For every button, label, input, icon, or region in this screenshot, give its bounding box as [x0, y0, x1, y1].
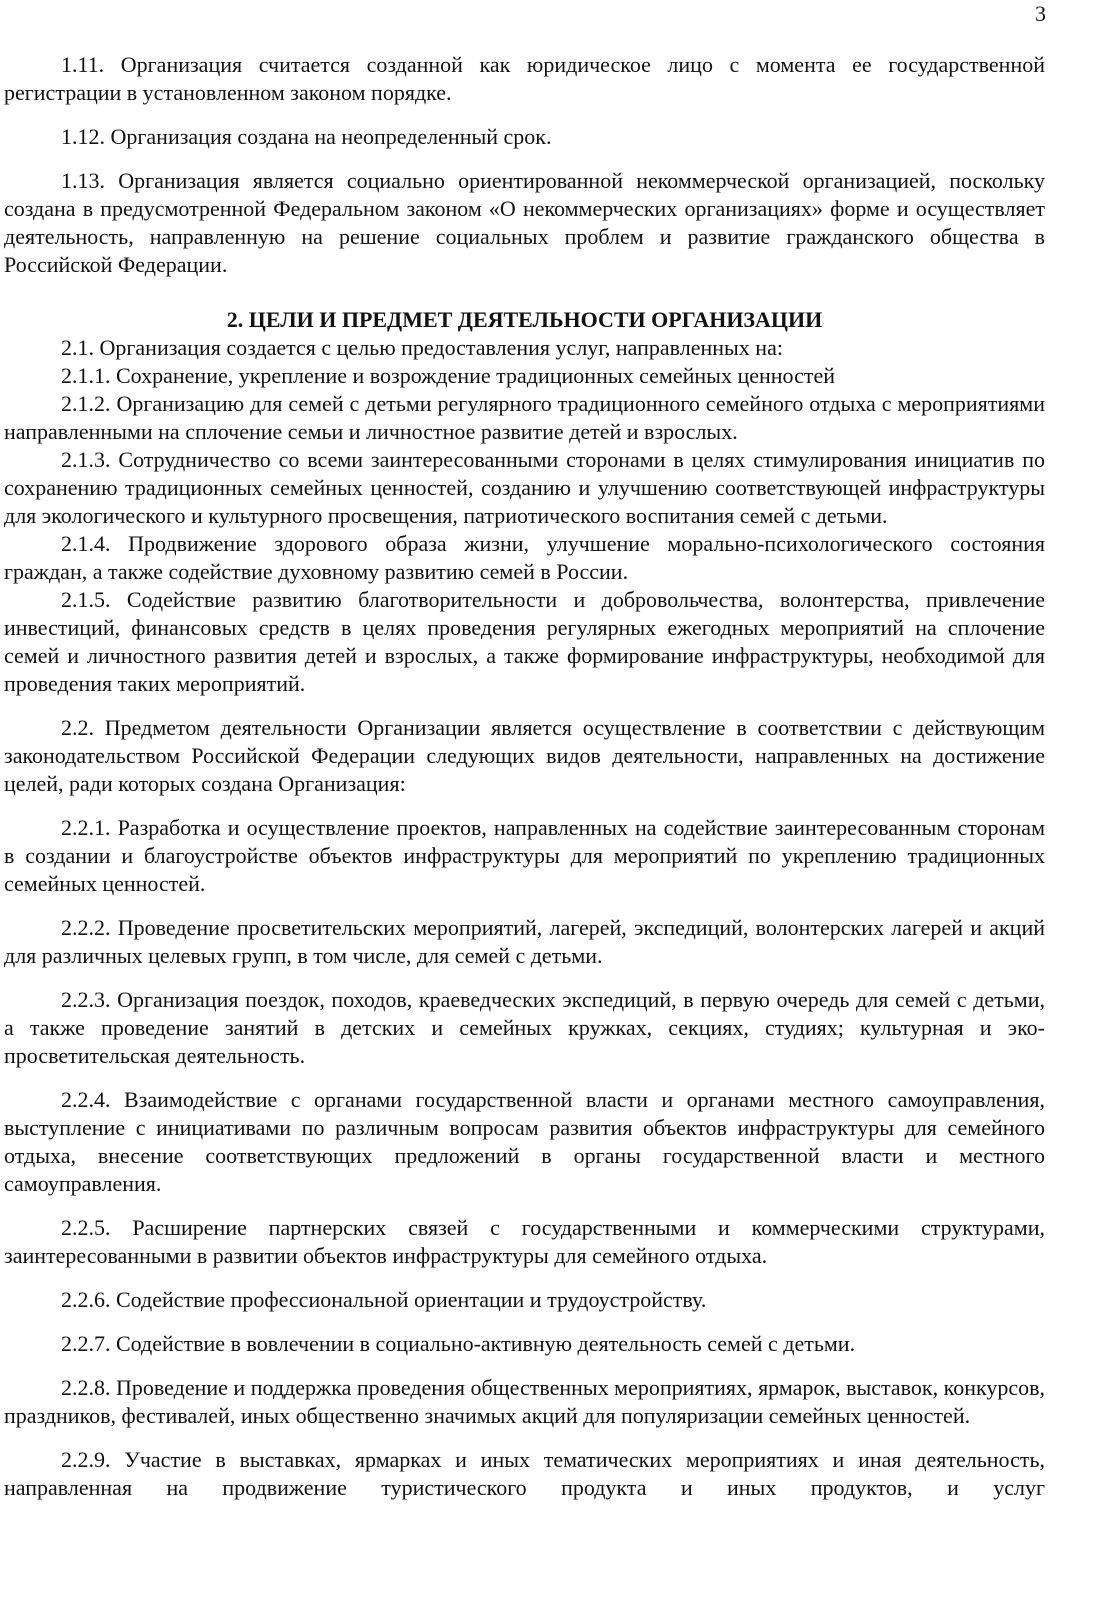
paragraph-1-11: 1.11. Организация считается созданной как юридическое лицо с момента ее государственной регистрации в установленном законом порядке.	[4, 52, 1045, 105]
paragraph-2-1-4: 2.1.4. Продвижение здорового образа жизни, улучшение морально-психологического состояния граждан, а также содействие духовному развитию семей в России.	[4, 531, 1045, 584]
paragraph-2-2-8: 2.2.8. Проведение и поддержка проведения общественных мероприятиях, ярмарок, выставок, конкурсов, праздников, фестивалей, иных общественно значимых акций для популяризации семейных ценностей.	[4, 1375, 1045, 1428]
document-body	[4, 51, 1045, 1502]
paragraph-2-2-4: 2.2.4. Взаимодействие с органами государственной власти и органами местного самоуправления, выступление с инициативами по различным вопросам развития объектов инфраструктуры для семейного отдыха, внесение соответствующих предложений в органы государственной власти и местного самоуправления.	[4, 1087, 1045, 1196]
paragraph-2-2-1: 2.2.1. Разработка и осуществление проектов, направленных на содействие заинтересованным сторонам в создании и благоустройстве объектов инфраструктуры для мероприятий по укреплению традиционных семейных ценностей.	[4, 815, 1045, 896]
paragraph-2-2: 2.2. Предметом деятельности Организации является осуществление в соответствии с действующим законодательством Российской Федерации следующих видов деятельности, направленных на достижение целей, ради которых создана Организация:	[4, 715, 1045, 796]
paragraph-2-1-5: 2.1.5. Содействие развитию благотворительности и добровольчества, волонтерства, привлечение инвестиций, финансовых средств в целях проведения регулярных ежегодных мероприятий на сплочение семей и личностного развития детей и взрослых, а также формирование инфраструктуры, необходимой для проведения таких мероприятий.	[4, 587, 1045, 696]
paragraph-2-2-2: 2.2.2. Проведение просветительских мероприятий, лагерей, экспедиций, волонтерских лагерей и акций для различных целевых групп, в том числе, для семей с детьми.	[4, 915, 1045, 968]
paragraph-1-12: 1.12. Организация создана на неопределенный срок.	[61, 124, 552, 149]
page-number: 3	[1035, 1, 1046, 26]
paragraph-2-1-2: 2.1.2. Организацию для семей с детьми регулярного традиционного семейного отдыха с мероприятиями направленными на сплочение семьи и личностное развитие детей и взрослых.	[4, 391, 1045, 444]
paragraph-1-13: 1.13. Организация является социально ориентированной некоммерческой организацией, поскольку создана в предусмотренной Федеральном законом «О некоммерческих организациях» форме и осуществляет деятельность, направленную на решение социальных проблем и развитие гражданского общества в Российской Федерации.	[4, 168, 1045, 277]
paragraph-2-1-3: 2.1.3. Сотрудничество со всеми заинтересованными сторонами в целях стимулирования инициатив по сохранению традиционных семейных ценностей, созданию и улучшению соответствующей инфраструктуры для экологического и культурного просвещения, патриотического воспитания семей с детьми.	[4, 447, 1045, 528]
paragraph-2-2-7: 2.2.7. Содействие в вовлечении в социально-активную деятельность семей с детьми.	[61, 1331, 856, 1356]
paragraph-2-2-5: 2.2.5. Расширение партнерских связей с государственными и коммерческими структурами, заинтересованными в развитии объектов инфраструктуры для семейного отдыха.	[4, 1215, 1045, 1268]
paragraph-2-2-9: 2.2.9. Участие в выставках, ярмарках и иных тематических мероприятиях и иная деятельность, направленная на продвижение туристического продукта и иных продуктов, и услуг	[4, 1447, 1045, 1500]
paragraph-2-1: 2.1. Организация создается с целью предоставления услуг, направленных на:	[61, 335, 783, 360]
section-heading: 2. ЦЕЛИ И ПРЕДМЕТ ДЕЯТЕЛЬНОСТИ ОРГАНИЗАЦИИ	[226, 307, 823, 332]
paragraph-2-2-3: 2.2.3. Организация поездок, походов, краеведческих экспедиций, в первую очередь для семей с детьми, а также проведение занятий в детских и семейных кружках, секциях, студиях; культурная и эко-просветительская деятельность.	[4, 987, 1045, 1068]
paragraph-2-1-1: 2.1.1. Сохранение, укрепление и возрождение традиционных семейных ценностей	[61, 363, 835, 388]
paragraph-2-2-6: 2.2.6. Содействие профессиональной ориентации и трудоустройству.	[61, 1287, 707, 1312]
